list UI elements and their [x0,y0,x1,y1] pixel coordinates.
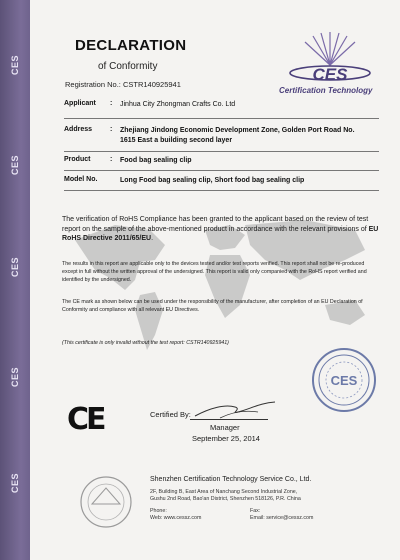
divider [64,190,379,191]
address-label: Address [64,126,93,133]
product-label: Product [64,156,91,163]
validity-note: (This certificate is only invalid without the test report: CSTR140925941) [62,340,229,346]
divider [64,170,379,171]
logo-text: CES [312,65,348,84]
signature-line [190,419,268,420]
strip-label: CES [10,367,20,388]
strip-label: CES [10,155,20,176]
rohs-verification-paragraph [62,215,380,244]
company-address-line2: Gushu 2nd Road, Bao'an District, Shenzhen 518126, P.R. China [150,496,301,502]
colon: : [110,100,113,107]
seal-text: CES [330,373,358,388]
company-address-line1: 2F, Building B, East Area of Nanchang Second Industrial Zone, [150,489,298,495]
paragraph-text: . [151,235,154,242]
address-value: Zhejiang Jindong Economic Development Zone, Golden Port Road No. 1615 East a building second layer [120,127,355,144]
registration-number: Registration No.: CSTR140925941 [65,80,181,89]
company-name: Shenzhen Certification Technology Service Co., Ltd. [150,476,312,483]
colon: : [110,126,113,133]
email-text: Email: service@cessz.com [250,515,314,521]
page-subtitle: of Conformity [98,61,158,72]
product-value: Food bag sealing clip [120,157,192,164]
signer-role: Manager [210,423,240,432]
divider [64,118,379,119]
website-text: Web: www.cessz.com [150,515,202,521]
applicant-label: Applicant [64,100,96,107]
directive-text: EU RoHS Directive 2011/65/EU [62,225,379,242]
phone-label: Phone: [150,508,167,514]
ce-mark: CE [67,402,104,437]
company-logo-icon [78,474,134,530]
strip-label: CES [10,257,20,278]
applicant-value: Jinhua City Zhongman Crafts Co. Ltd [120,101,236,108]
results-paragraph: The results in this report are applicable only to the devices tested and/or test reports verified. This report shall not be re-produced except in full without the written approval of the undersigned. This report is valid only companied with the RoHS report verified and identified by the undersigned. [62,261,367,283]
certified-by-label: Certified By: [150,410,191,419]
divider [64,151,379,152]
left-border-strip [0,0,30,560]
colon: : [110,156,113,163]
model-value: Long Food bag sealing clip, Short food bag sealing clip [120,177,305,184]
logo-caption: Certification Technology [279,86,373,95]
page-title: DECLARATION [75,37,187,54]
ces-seal-stamp [310,346,378,414]
strip-label: CES [10,55,20,76]
ce-mark-paragraph: The CE mark as shown below can be used under the responsibility of the manufacturer, after completion of an EU Declaration of Conformity and compliance with all relevant EU Directives. [62,299,363,313]
model-label: Model No. [64,176,98,183]
issue-date: September 25, 2014 [192,434,260,443]
fax-label: Fax: [250,508,261,514]
strip-label: CES [10,473,20,494]
paragraph-text: The verification of RoHS Compliance has been granted to the applicant based on the review of test report on the sample of the above-mentioned product in accordance with the relevant provisions of [62,216,369,233]
